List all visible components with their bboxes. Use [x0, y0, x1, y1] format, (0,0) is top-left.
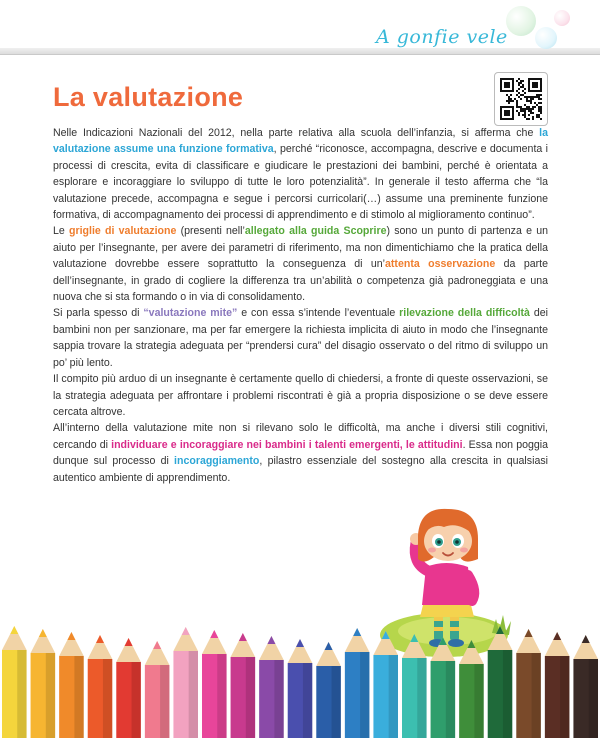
header-bar: [0, 48, 600, 55]
text-run: (presenti nell’: [176, 225, 245, 238]
paragraph: [53, 125, 548, 223]
series-title: A gonfie vele: [376, 26, 508, 48]
paragraph: [53, 223, 548, 305]
text-run: Le: [53, 225, 70, 238]
highlighted-text: individuare e incoraggiare nei bambini i talenti emergenti, le attitudini: [111, 438, 463, 451]
pencil: [259, 636, 284, 738]
bubble-decoration: [535, 27, 557, 49]
pencil: [573, 635, 598, 738]
paragraph: [53, 420, 548, 486]
paragraph: [53, 371, 548, 420]
text-run: Si parla spesso di: [53, 307, 144, 320]
text-run: All’interno della valutazione mite non si rilevano solo le difficoltà, ma anche i diversi stili cognitivi, cercando di: [53, 422, 548, 451]
colored-pencils-illustration: [0, 604, 600, 738]
body-text: [53, 125, 548, 486]
highlighted-text: la valutazione assume una funzione formativa: [53, 127, 548, 156]
text-run: e con essa s’intende l’eventuale: [237, 307, 400, 320]
pencil: [59, 632, 84, 738]
text-run: , perché “riconosce, accompagna, descrive e documenta i processi di crescita, evita di classificare e giudicare le prestazioni dei bambini, perché è orientata a esplorare e incoraggiare lo sviluppo di tutte le loro potenzialità”. In generale il testo afferma che “la valutazione precede, accompagna e segue i percorsi curricolari(…) assume una preminente funzione formativa, di accompagnamento dei processi di apprendimento e di stimolo al miglioramento continuo”.: [53, 143, 548, 222]
text-run: ) sono un punto di partenza e un aiuto per l’insegnante, per avere dei parametri di riferimento, ma non dimentichiamo che la pratica della valutazione dovrebbe essere soprattutto la conseguenza di un’: [53, 225, 548, 271]
text-run: Il compito più arduo di un insegnante è certamente quello di chiedersi, a fronte di queste osservazioni, se la strategia adeguata per affrontare i problemi riscontrati è già a propria disposizione o se deve essere cercata altrove.: [53, 373, 548, 418]
pencil: [231, 633, 256, 738]
text-run: Nelle Indicazioni Nazionali del 2012, nella parte relativa alla scuola dell’infanzia, si afferma che: [53, 127, 540, 139]
highlighted-text: “valutazione mite”: [143, 307, 238, 320]
pencil: [288, 639, 313, 738]
pencil: [488, 626, 513, 738]
pencil: [316, 642, 341, 738]
pencil: [173, 627, 198, 738]
text-run: da parte dell’insegnante, in grado di cogliere la differenza tra un’abilità o competenza già padroneggiata e una nuova che si sta formando o in via di consolidamento.: [53, 258, 548, 304]
highlighted-text: attenta osservazione: [385, 258, 496, 271]
pencil: [373, 631, 398, 738]
pencil: [88, 635, 113, 738]
highlighted-text: incoraggiamento: [174, 455, 260, 468]
qr-code-icon[interactable]: [494, 72, 548, 126]
pencil: [202, 630, 227, 738]
text-run: dei bambini non per sanzionare, ma per far emergere la richiesta implicita di aiuto in modo che l’insegnante sappia trovare la strategia adeguata per “prendersi cura” del disagio osservato o del ritmo di sviluppo un po’ più lento.: [53, 307, 548, 369]
pencil: [459, 640, 484, 738]
pencil: [545, 632, 570, 738]
page-title: La valutazione: [53, 82, 244, 112]
bubble-decoration: [554, 10, 570, 26]
pencil: [145, 641, 170, 738]
pencil: [402, 634, 427, 738]
text-run: . Essa non poggia dunque sul processo di: [53, 438, 549, 468]
pencil: [31, 629, 56, 738]
highlighted-text: allegato alla guida Scoprire: [244, 225, 387, 238]
pencil: [2, 626, 27, 738]
highlighted-text: rilevazione della difficoltà: [399, 307, 530, 320]
pencil: [516, 629, 541, 738]
bubble-decoration: [506, 6, 536, 36]
pencil: [431, 637, 456, 738]
pencil: [116, 638, 141, 738]
highlighted-text: griglie di valutazione: [69, 225, 177, 238]
pencil: [345, 628, 370, 738]
text-run: , pilastro essenziale del sostegno alla crescita in qualsiasi autentico ambiente di apprendimento.: [53, 455, 548, 484]
paragraph: [53, 305, 548, 371]
